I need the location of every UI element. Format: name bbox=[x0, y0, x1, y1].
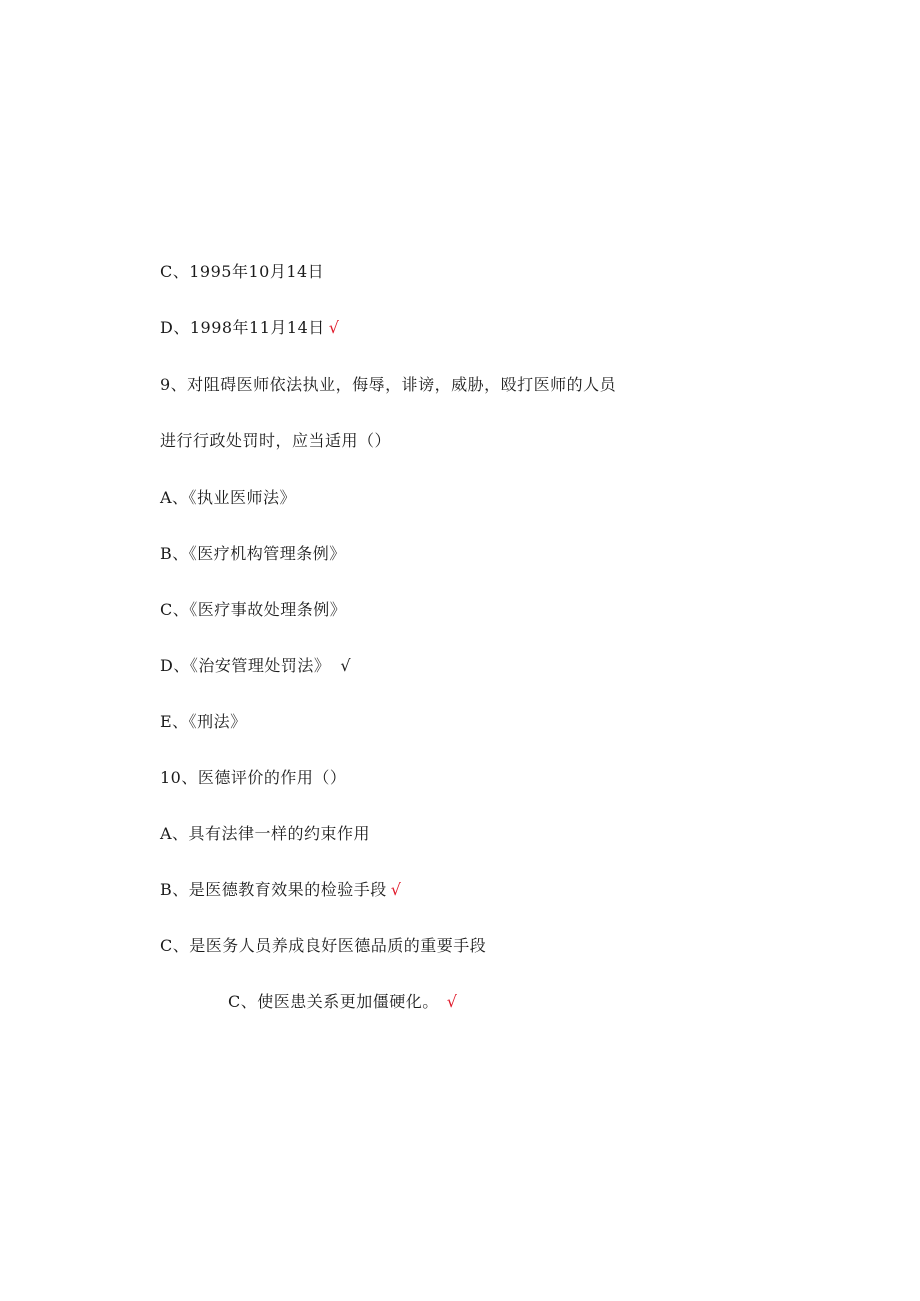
option-e-criminal-law bbox=[160, 712, 247, 732]
option-a-practitioner-law bbox=[160, 488, 296, 508]
option-text: C、《医疗事故处理条例》 bbox=[160, 600, 347, 619]
option-text: C、使医患关系更加僵硬化。 bbox=[228, 992, 439, 1011]
option-text: E、《刑法》 bbox=[160, 712, 247, 731]
option-text: D、《治安管理处罚法》 bbox=[160, 656, 331, 675]
option-c-important-means bbox=[160, 936, 486, 956]
question-text: 9、对阻碍医师依法执业，侮辱，诽谤，威胁，殴打医师的人员 bbox=[160, 375, 617, 394]
answer-check-icon: √ bbox=[446, 992, 458, 1011]
option-text: C、是医务人员养成良好医德品质的重要手段 bbox=[160, 936, 487, 955]
answer-check-icon: √ bbox=[328, 318, 340, 337]
answer-check-icon: √ bbox=[390, 880, 402, 899]
option-d-public-security-law bbox=[160, 656, 351, 676]
option-c-accident-regulation bbox=[160, 600, 346, 620]
answer-check-icon: √ bbox=[340, 656, 352, 675]
option-c-1995 bbox=[160, 262, 324, 282]
option-text: B、是医德教育效果的检验手段 bbox=[160, 880, 387, 899]
question-10 bbox=[160, 768, 346, 788]
option-c-rigid-relationship bbox=[228, 992, 457, 1012]
option-text: A、《执业医师法》 bbox=[160, 488, 297, 507]
option-b-education-test bbox=[160, 880, 401, 900]
option-d-1998 bbox=[160, 318, 339, 338]
option-text: A、具有法律一样的约束作用 bbox=[160, 824, 371, 843]
question-9-line-1 bbox=[160, 375, 616, 395]
option-b-institution-regulation bbox=[160, 544, 346, 564]
question-text: 进行行政处罚时，应当适用（） bbox=[160, 431, 392, 450]
option-a-legal-constraint bbox=[160, 824, 370, 844]
question-9-line-2 bbox=[160, 431, 391, 451]
option-text: C、1995年10月14日 bbox=[160, 262, 325, 281]
option-text: D、1998年11月14日 bbox=[160, 318, 325, 337]
option-text: B、《医疗机构管理条例》 bbox=[160, 544, 346, 563]
question-text: 10、医德评价的作用（） bbox=[160, 768, 347, 787]
